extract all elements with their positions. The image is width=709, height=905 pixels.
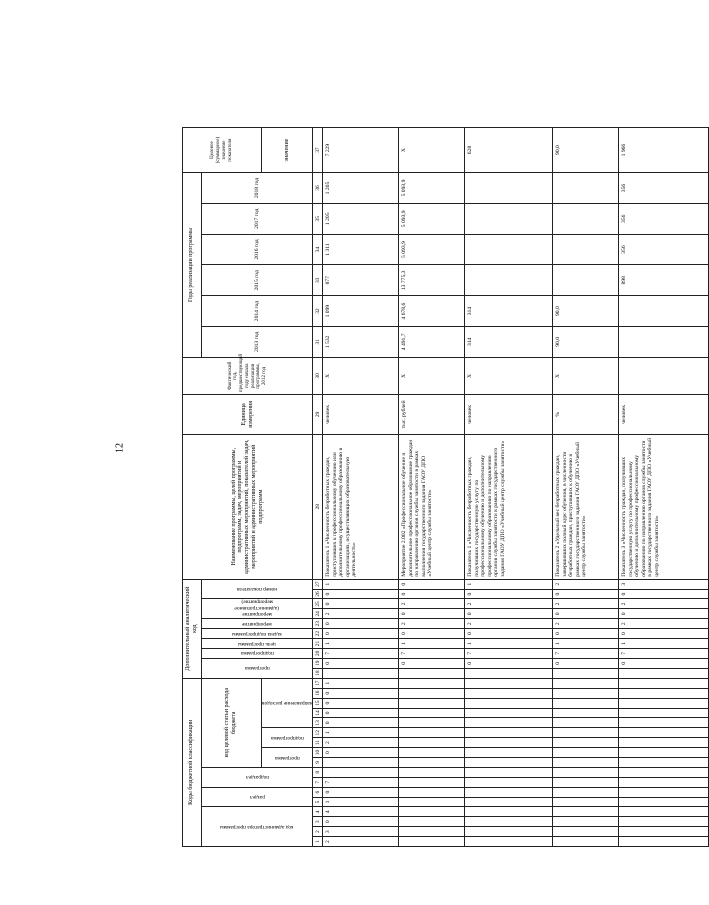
code-cell: 1 (323, 728, 399, 738)
code-cell (399, 797, 465, 807)
code-cell (399, 728, 465, 738)
row-name: Показатель 2 «Удельный вес безработных граждан, завершивших полный курс обучения, в численности безработных граждан, приступивших к обучению в рамках государственного задания ГАОУ ДПО «Учебный центр службы занятости» (553, 434, 619, 579)
column-number: 24 (313, 609, 323, 619)
column-number: 7 (313, 777, 323, 787)
target-value-header: Целевое (суммарное) значение показателя (183, 128, 262, 173)
code-cell (553, 718, 619, 728)
code-cell: 2 (399, 599, 465, 609)
column-numbers-row (313, 128, 323, 847)
code-cell: 2 (553, 619, 619, 629)
code-cell: 2 (619, 619, 709, 629)
row-target: 7 229 (323, 128, 399, 173)
year-value: 5 093,9 (399, 173, 465, 204)
column-number: 6 (313, 787, 323, 797)
year-value (553, 265, 619, 296)
column-number: 32 (313, 296, 323, 327)
column-number: 20 (313, 648, 323, 658)
code-cell: 0 (399, 609, 465, 619)
code-cell (399, 777, 465, 787)
code-cell: 2 (619, 599, 709, 609)
code-cell: 1 (323, 678, 399, 688)
name-header: Наименование программы, целей программы, подпрограмм, задач, мероприятий и административных мероприятий, показателей задач, мероприятий и административных мероприятий подпрограмм (183, 434, 313, 579)
year-value: 356 (619, 203, 709, 234)
section-header: раздел (201, 787, 313, 807)
column-number: 1 (313, 837, 323, 847)
code-cell (399, 688, 465, 698)
code-cell: 1 (323, 639, 399, 649)
code-cell (553, 688, 619, 698)
code-cell (619, 807, 709, 817)
code-cell (619, 797, 709, 807)
code-cell: 0 (399, 589, 465, 599)
code-cell (399, 827, 465, 837)
year-value: 90,0 (553, 296, 619, 327)
column-number: 12 (313, 728, 323, 738)
year-value: 1 311 (323, 234, 399, 265)
code-cell: 2 (323, 609, 399, 619)
code-cell: 3 (323, 827, 399, 837)
code-cell (399, 787, 465, 797)
code-cell (399, 748, 465, 758)
row-fact: X (553, 357, 619, 394)
code-cell: 1 (323, 797, 399, 807)
row-unit: % (553, 395, 619, 435)
direction-header: направление расходов (261, 678, 313, 728)
row-target: 90,0 (553, 128, 619, 173)
an-task-header: задача подпрограммы (201, 629, 313, 639)
table-row (399, 128, 465, 847)
code-cell: 2 (465, 619, 553, 629)
year-value: 4 678,6 (399, 296, 465, 327)
code-cell: 2 (399, 619, 465, 629)
row-fact: X (465, 357, 553, 394)
year-value: 90,0 (553, 326, 619, 357)
code-cell: 0 (323, 787, 399, 797)
code-cell (619, 708, 709, 718)
rotated-table-container (182, 127, 660, 847)
code-cell (465, 807, 553, 817)
year-value: 1 205 (323, 173, 399, 204)
column-number: 17 (313, 678, 323, 688)
code-cell: 7 (323, 648, 399, 658)
code-cell (465, 718, 553, 728)
code-cell (323, 767, 399, 777)
an-goal-header: цель программы (201, 639, 313, 649)
code-cell (465, 817, 553, 827)
row-target: X (399, 128, 465, 173)
year-value (465, 265, 553, 296)
code-cell: 0 (323, 619, 399, 629)
code-cell: 1 (399, 639, 465, 649)
year-value (619, 296, 709, 327)
code-cell (619, 777, 709, 787)
code-cell: 0 (619, 589, 709, 599)
code-cell: 2 (553, 599, 619, 609)
year-2014-header: 2014 год (201, 296, 313, 327)
code-cell (399, 757, 465, 767)
an-event-header: мероприятие (201, 619, 313, 629)
an-program-header: программа (201, 658, 313, 678)
column-number: 15 (313, 698, 323, 708)
year-2013-header: 2013 год (201, 326, 313, 357)
year-value (553, 234, 619, 265)
year-value (553, 203, 619, 234)
year-value: 314 (465, 296, 553, 327)
code-cell (619, 757, 709, 767)
code-cell (553, 698, 619, 708)
column-number: 2 (313, 827, 323, 837)
year-2017-header: 2017 год (201, 203, 313, 234)
column-number: 10 (313, 748, 323, 758)
code-cell: 0 (465, 629, 553, 639)
code-cell: 7 (465, 648, 553, 658)
column-number: 33 (313, 265, 323, 296)
code-cell (465, 738, 553, 748)
column-number: 14 (313, 708, 323, 718)
code-cell: 0 (323, 698, 399, 708)
year-value (465, 173, 553, 204)
code-cell (553, 787, 619, 797)
code-cell (465, 688, 553, 698)
code-cell (553, 728, 619, 738)
code-cell: 0 (323, 658, 399, 668)
code-cell: 0 (619, 629, 709, 639)
code-cell (399, 698, 465, 708)
code-cell: 7 (399, 648, 465, 658)
code-cell (465, 748, 553, 758)
codes-budget-header: Коды бюджетной классификации (183, 678, 202, 846)
code-cell: 4 (323, 807, 399, 817)
code-cell (553, 668, 619, 678)
code-cell: 2 (323, 738, 399, 748)
code-cell (465, 777, 553, 787)
code-cell (465, 698, 553, 708)
column-number: 30 (313, 357, 323, 394)
column-number: 34 (313, 234, 323, 265)
column-number: 11 (313, 738, 323, 748)
an-admin-event-header: мероприятие (административное мероприятие) (201, 599, 313, 619)
code-cell: 0 (323, 817, 399, 827)
column-number: 28 (313, 434, 323, 579)
code-cell (465, 827, 553, 837)
column-number: 37 (313, 128, 323, 173)
column-number: 16 (313, 688, 323, 698)
admin-code-header: код администратора программы (201, 807, 313, 847)
code-cell (553, 777, 619, 787)
code-cell: 0 (619, 609, 709, 619)
code-cell: 0 (465, 609, 553, 619)
code-cell: 0 (553, 629, 619, 639)
year-value (465, 203, 553, 234)
code-cell (619, 718, 709, 728)
year-value: 356 (619, 173, 709, 204)
row-unit: тыс. рублей (399, 395, 465, 435)
column-number: 35 (313, 203, 323, 234)
column-number: 36 (313, 173, 323, 204)
code-cell (399, 738, 465, 748)
program-table (182, 127, 709, 847)
code-cell (553, 757, 619, 767)
code-cell (619, 678, 709, 688)
year-value (465, 234, 553, 265)
target-code-header: код целевой статьи расхода бюджета (201, 678, 261, 767)
code-cell (619, 827, 709, 837)
code-cell: 1 (619, 639, 709, 649)
year-2018-header: 2018 год (201, 173, 313, 204)
code-cell: 0 (323, 748, 399, 758)
code-cell: 2 (323, 837, 399, 847)
code-cell (553, 678, 619, 688)
column-number: 31 (313, 326, 323, 357)
table-body (323, 128, 709, 847)
additional-code-header: Дополнительный аналитический код (183, 579, 202, 678)
year-2015-header: 2015 год (201, 265, 313, 296)
year-value: 314 (465, 326, 553, 357)
table-row (553, 128, 619, 847)
year-value (619, 326, 709, 357)
code-cell (399, 817, 465, 827)
column-number: 5 (313, 797, 323, 807)
code-cell (465, 757, 553, 767)
code-cell (619, 767, 709, 777)
code-cell (619, 698, 709, 708)
row-unit: человек (465, 395, 553, 435)
column-number: 19 (313, 658, 323, 668)
row-unit: человек (323, 395, 399, 435)
year-value: 13 775,3 (399, 265, 465, 296)
code-cell (619, 817, 709, 827)
code-cell (399, 718, 465, 728)
row-fact: X (399, 357, 465, 394)
code-cell: 0 (399, 629, 465, 639)
code-cell (619, 738, 709, 748)
code-cell (619, 837, 709, 847)
code-cell (399, 708, 465, 718)
code-cell (619, 668, 709, 678)
code-cell: 7 (553, 648, 619, 658)
year-2016-header: 2016 год (201, 234, 313, 265)
row-fact: X (323, 357, 399, 394)
row-name: Показатель 3 «Численность граждан, получивших государственную услугу по профессиональному обучению и дополнительному профессиональному образованию по направлению органов службы занятости в рамках государственного задания ГАОУ ДПО «Учебный центр службы занятости» (619, 434, 709, 579)
code-cell (465, 678, 553, 688)
column-number: 22 (313, 629, 323, 639)
column-number: 23 (313, 619, 323, 629)
column-number: 13 (313, 718, 323, 728)
year-value (553, 173, 619, 204)
subsection-header: подраздел (201, 767, 313, 787)
code-cell (465, 837, 553, 847)
years-header: Годы реализации программы (183, 173, 202, 358)
column-number: 21 (313, 639, 323, 649)
column-number: 8 (313, 767, 323, 777)
code-cell (465, 668, 553, 678)
column-number: 25 (313, 599, 323, 609)
column-number: 3 (313, 817, 323, 827)
code-cell (465, 797, 553, 807)
row-fact (619, 357, 709, 394)
row-target: 628 (465, 128, 553, 173)
code-cell: 0 (553, 609, 619, 619)
page-number: 12 (114, 443, 126, 453)
row-name: Показатель 1 «Численность безработных граждан, получивших государственную услугу по профессиональному обучению и дополнительному профессиональному образованию по направлению органов службы занятости в рамках государственного задания ГАОУ ДПО «Учебный центр службы занятости» (465, 434, 553, 579)
code-cell (399, 807, 465, 817)
code-cell (399, 678, 465, 688)
code-cell: 0 (323, 708, 399, 718)
row-unit: человек (619, 395, 709, 435)
column-number: 18 (313, 668, 323, 678)
unit-header: Единица измерения (183, 395, 313, 435)
row-target: 1 966 (619, 128, 709, 173)
code-cell: 0 (399, 579, 465, 589)
column-number: 26 (313, 589, 323, 599)
code-cell (465, 728, 553, 738)
code-cell: 0 (553, 658, 619, 668)
code-cell (619, 748, 709, 758)
year-value: 5 093,9 (399, 203, 465, 234)
code-cell (553, 708, 619, 718)
code-cell: 0 (323, 688, 399, 698)
year-value: 5 093,9 (399, 234, 465, 265)
code-cell: 1 (465, 579, 553, 589)
code-cell: 2 (553, 579, 619, 589)
year-value: 877 (323, 265, 399, 296)
code-cell: 0 (465, 589, 553, 599)
code-cell: 0 (323, 629, 399, 639)
code-cell: 0 (465, 658, 553, 668)
value-label-header: значение (261, 128, 313, 173)
code-cell: 1 (465, 639, 553, 649)
subprogram-code-header: подпрограмма (261, 728, 313, 748)
code-cell: 0 (323, 599, 399, 609)
code-cell (619, 787, 709, 797)
code-cell: 1 (323, 579, 399, 589)
code-cell (553, 797, 619, 807)
code-cell (553, 748, 619, 758)
row-name: Показатель 1 «Численность безработных граждан, приступивших к профессиональному обучению или дополнительному профессиональному образованию в организациях, осуществляющих образовательную деятельность» (323, 434, 399, 579)
code-cell (399, 668, 465, 678)
fact-year-header: Фактический год, предшествующий году начала реализации программы, 2012 год (183, 357, 313, 394)
code-cell (323, 668, 399, 678)
code-cell (399, 837, 465, 847)
column-number: 4 (313, 807, 323, 817)
code-cell (553, 767, 619, 777)
code-cell (465, 767, 553, 777)
code-cell (399, 767, 465, 777)
code-cell (553, 837, 619, 847)
an-indicator-header: номер показателя (201, 579, 313, 599)
code-cell: 7 (323, 777, 399, 787)
program-code-header: программа (261, 748, 313, 768)
year-value: 898 (619, 265, 709, 296)
table-row (323, 128, 399, 847)
column-number: 27 (313, 579, 323, 589)
year-value: 1 205 (323, 203, 399, 234)
code-cell: 0 (553, 589, 619, 599)
year-value: 1 099 (323, 296, 399, 327)
table-row (619, 128, 709, 847)
an-subprogram-header: подпрограмма (201, 648, 313, 658)
year-value: 1 532 (323, 326, 399, 357)
code-cell: 0 (323, 718, 399, 728)
row-name: Мероприятие 2.002 «Профессиональное обучение и дополнительное профессиональное образование граждан по направлению органов службы занятости в рамках выполнения государственного задания ГАОУ ДПО «Учебный центр службы занятости» (399, 434, 465, 579)
column-number: 29 (313, 395, 323, 435)
code-cell: 0 (323, 589, 399, 599)
code-cell (619, 688, 709, 698)
table-row (465, 128, 553, 847)
code-cell (553, 817, 619, 827)
code-cell: 0 (399, 658, 465, 668)
code-cell (465, 787, 553, 797)
code-cell: 2 (465, 599, 553, 609)
year-value: 356 (619, 234, 709, 265)
code-cell (323, 757, 399, 767)
code-cell (553, 807, 619, 817)
column-number: 9 (313, 757, 323, 767)
code-cell (465, 708, 553, 718)
code-cell (553, 827, 619, 837)
code-cell: 0 (619, 658, 709, 668)
code-cell: 7 (619, 648, 709, 658)
code-cell (619, 728, 709, 738)
code-cell: 3 (619, 579, 709, 589)
code-cell (553, 738, 619, 748)
code-cell: 1 (553, 639, 619, 649)
year-value: 4 491,7 (399, 326, 465, 357)
